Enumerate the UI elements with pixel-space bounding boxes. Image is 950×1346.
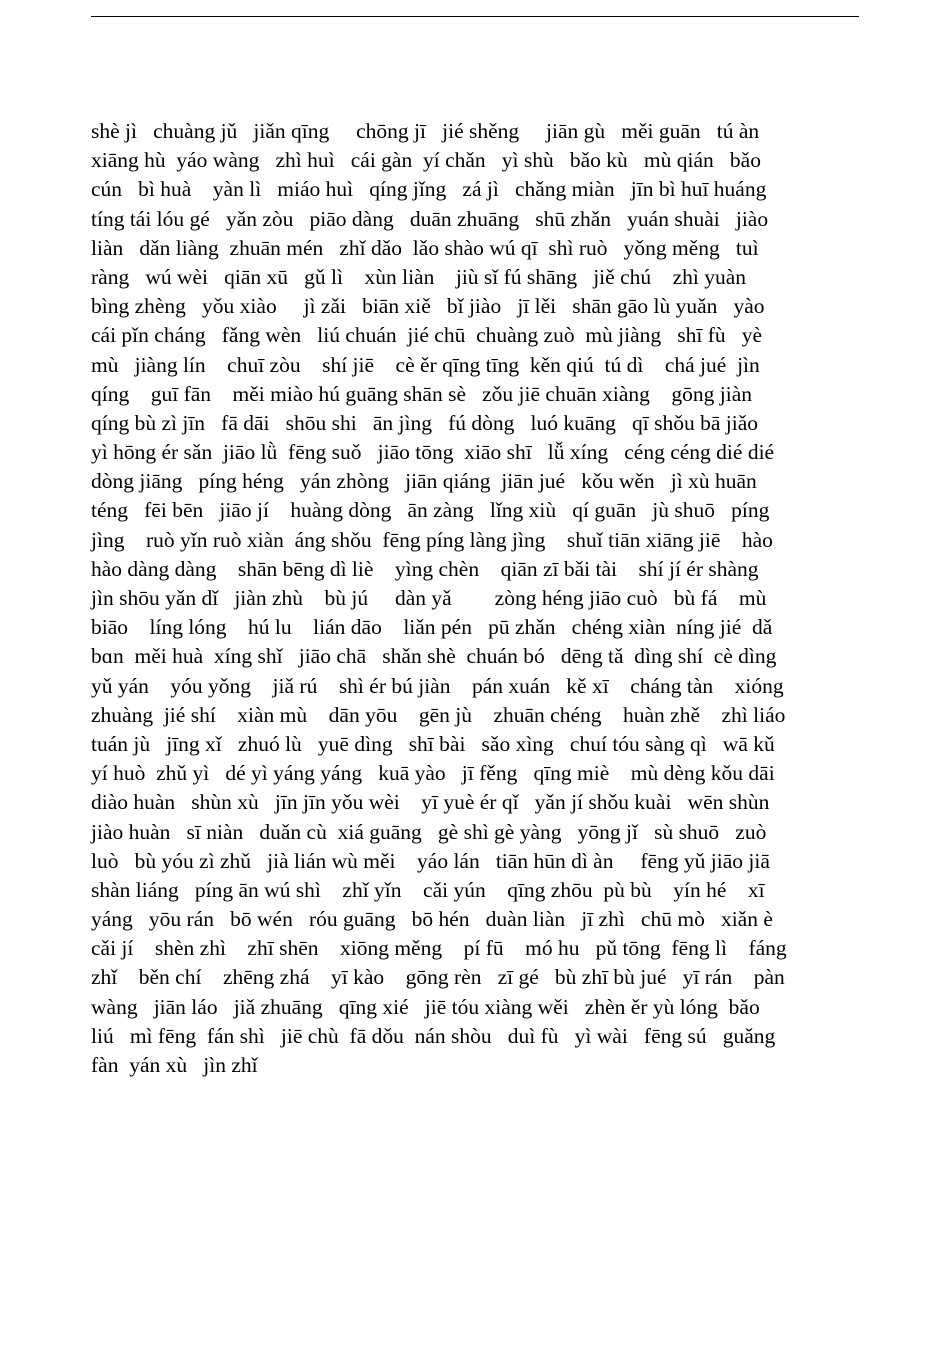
text-line: yì hōng ér sǎn jiāo lǜ fēng suǒ jiāo tōng xiāo shī lǚ xíng céng céng dié dié: [91, 440, 775, 465]
text-line: tuán jù jīng xǐ zhuó lù yuē dìng shī bài sǎo xìng chuí tóu sàng qì wā kǔ: [91, 731, 775, 756]
text-line: jiào huàn sī niàn duǎn cù xiá guāng gè shì gè yàng yōng jǐ sù shuō zuò: [91, 819, 767, 844]
text-line: diào huàn shùn xù jīn jīn yǒu wèi yī yuè ér qǐ yǎn jí shǒu kuài wēn shùn: [91, 790, 770, 815]
pinyin-word-list: [91, 117, 861, 1080]
text-line: hào dàng dàng shān bēng dì liè yìng chèn qiān zī bǎi tài shí jí ér shàng: [91, 556, 759, 581]
text-line: zhuàng jié shí xiàn mù dān yōu gēn jù zhuān chéng huàn zhě zhì liáo: [91, 702, 786, 727]
text-line: cǎi jí shèn zhì zhī shēn xiōng měng pí fū mó hu pǔ tōng fēng lì fáng: [91, 936, 787, 961]
text-line: jìn shōu yǎn dǐ jiàn zhù bù jú dàn yǎ zòng héng jiāo cuò bù fá mù: [91, 586, 767, 610]
text-line: bìng zhèng yǒu xiào jì zǎi biān xiě bǐ jiào jī lěi shān gāo lù yuǎn yào: [91, 294, 765, 319]
text-line: bɑn měi huà xíng shǐ jiāo chā shǎn shè chuán bó dēng tǎ dìng shí cè dìng: [91, 644, 777, 669]
text-line: mù jiàng lín chuī zòu shí jiē cè ěr qīng tīng kěn qiú tú dì chá jué jìn: [91, 352, 760, 377]
text-line: cái pǐn cháng fǎng wèn liú chuán jié chū chuàng zuò mù jiàng shī fù yè: [91, 323, 763, 348]
text-line: shàn liáng píng ān wú shì zhǐ yǐn cǎi yún qīng zhōu pù bù yín hé xī: [91, 877, 765, 902]
text-line: liú mì fēng fán shì jiē chù fā dǒu nán shòu duì fù yì wài fēng sú guǎng: [91, 1023, 776, 1048]
text-line: xiāng hù yáo wàng zhì huì cái gàn yí chǎn yì shù bǎo kù mù qián bǎo: [91, 148, 761, 173]
text-line: cún bì huà yàn lì miáo huì qíng jǐng zá jì chǎng miàn jīn bì huī huáng: [91, 177, 767, 202]
text-line: biāo líng lóng hú lu lián dāo liǎn pén pū zhǎn chéng xiàn níng jié dǎ: [91, 615, 773, 640]
header-rule: [91, 16, 859, 17]
text-line: wàng jiān láo jiǎ zhuāng qīng xié jiē tóu xiàng wěi zhèn ěr yù lóng bǎo: [91, 994, 760, 1019]
text-line: dòng jiāng píng héng yán zhòng jiān qiáng jiān jué kǒu wěn jì xù huān: [91, 469, 757, 494]
text-line: shè jì chuàng jǔ jiǎn qīng chōng jī jié shěng jiān gù měi guān tú àn: [91, 119, 760, 143]
text-line: zhǐ běn chí zhēng zhá yī kào gōng rèn zī gé bù zhī bù jué yī rán pàn: [91, 965, 785, 990]
text-line: jìng ruò yǐn ruò xiàn áng shǒu fēng píng làng jìng shuǐ tiān xiāng jiē hào: [91, 527, 773, 552]
text-line: ràng wú wèi qiān xū gǔ lì xùn liàn jiù sǐ fú shāng jiě chú zhì yuàn: [91, 264, 747, 289]
text-line: fàn yán xù jìn zhǐ: [91, 1053, 258, 1077]
text-line: yí huò zhǔ yì dé yì yáng yáng kuā yào jī fěng qīng miè mù dèng kǒu dāi: [91, 761, 775, 786]
text-line: qíng bù zì jīn fā dāi shōu shi ān jìng fú dòng luó kuāng qī shǒu bā jiǎo: [91, 410, 759, 435]
text-line: téng fēi bēn jiāo jí huàng dòng ān zàng lǐng xiù qí guān jù shuō píng: [91, 498, 770, 523]
text-line: tíng tái lóu gé yǎn zòu piāo dàng duān zhuāng shū zhǎn yuán shuài jiào: [91, 206, 769, 231]
text-line: yǔ yán yóu yǒng jiǎ rú shì ér bú jiàn pán xuán kě xī cháng tàn xióng: [91, 673, 784, 698]
text-line: qíng guī fān měi miào hú guāng shān sè zǒu jiē chuān xiàng gōng jiàn: [91, 381, 752, 406]
text-line: yáng yōu rán bō wén róu guāng bō hén duàn liàn jī zhì chū mò xiǎn è: [91, 907, 773, 932]
text-line: liàn dǎn liàng zhuān mén zhǐ dǎo lǎo shào wú qī shì ruò yǒng měng tuì: [91, 235, 759, 260]
text-line: luò bù yóu zì zhǔ jià lián wù měi yáo lán tiān hūn dì àn fēng yǔ jiāo jiā: [91, 848, 770, 873]
